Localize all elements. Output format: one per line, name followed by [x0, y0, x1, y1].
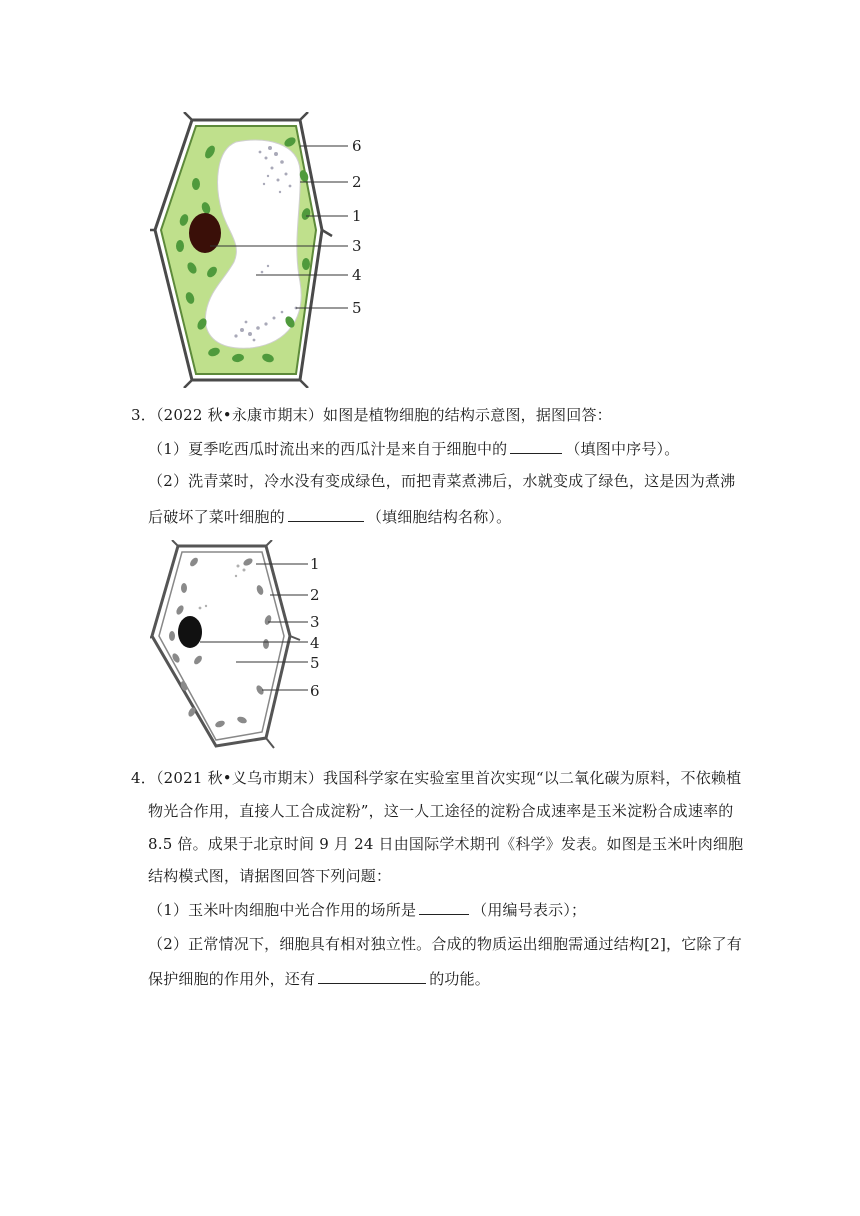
question-3-header: 3．（2022 秋•永康市期末）如图是植物细胞的结构示意图，据图回答：	[131, 406, 612, 424]
plant-cell-diagram-bw	[150, 540, 330, 750]
part-text: （1）玉米叶肉细胞中光合作用的场所是	[148, 901, 417, 919]
label-4: 4	[310, 634, 320, 652]
part-text: （用编号表示）；	[472, 901, 587, 919]
nucleus	[178, 616, 202, 648]
label-6: 6	[352, 137, 362, 155]
label-5: 5	[310, 654, 320, 672]
question-3-part-1	[148, 438, 679, 459]
question-4-line-1: 4．（2021 秋•义乌市期末）我国科学家在实验室里首次实现“以二氧化碳为原料，不依赖植	[131, 769, 742, 787]
label-1: 1	[352, 207, 362, 225]
answer-blank[interactable]	[318, 968, 426, 984]
label-3: 3	[310, 613, 320, 631]
question-4-part-2-line-1: （2）正常情况下，细胞具有相对独立性。合成的物质运出细胞需通过结构[2]，它除了有	[148, 935, 742, 953]
question-stem: 如图是植物细胞的结构示意图，据图回答：	[323, 406, 612, 424]
plant-cell-diagram-colored	[150, 112, 380, 388]
question-3-part-2-line-2	[148, 506, 511, 527]
question-4-line-4: 结构模式图，请据图回答下列问题：	[148, 867, 392, 885]
question-number: 4	[131, 769, 141, 787]
question-3-part-2-line-1: （2）洗青菜时，冷水没有变成绿色，而把青菜煮沸后，水就变成了绿色，这是因为煮沸	[148, 472, 736, 490]
part-text: 后破坏了菜叶细胞的	[148, 508, 285, 526]
label-3: 3	[352, 237, 362, 255]
label-4: 4	[352, 266, 362, 284]
label-2: 2	[310, 586, 320, 604]
nucleus	[189, 213, 221, 253]
label-6: 6	[310, 682, 320, 700]
label-5: 5	[352, 299, 362, 317]
question-number: 3	[131, 406, 141, 424]
part-text: （填细胞结构名称）。	[366, 508, 512, 526]
question-4-line-2: 物光合作用，直接人工合成淀粉”，这一人工途径的淀粉合成速率是玉米淀粉合成速率的	[148, 802, 734, 820]
part-text: 保护细胞的作用外，还有	[148, 970, 316, 988]
part-text: （填图中序号）。	[565, 440, 680, 458]
label-2: 2	[352, 173, 362, 191]
answer-blank[interactable]	[419, 899, 469, 915]
question-text: （2021 秋•义乌市期末）我国科学家在实验室里首次实现“以二氧化碳为原料，不依赖植	[155, 769, 742, 787]
question-source: （2022 秋•永康市期末）	[155, 406, 324, 424]
answer-blank[interactable]	[510, 438, 562, 454]
part-text: 的功能。	[429, 970, 491, 988]
label-1: 1	[310, 555, 320, 573]
question-4-part-2-line-2	[148, 968, 490, 989]
question-4-part-1	[148, 899, 586, 920]
part-text: （1）夏季吃西瓜时流出来的西瓜汁是来自于细胞中的	[148, 440, 508, 458]
answer-blank[interactable]	[288, 506, 364, 522]
question-4-line-3: 8.5 倍。成果于北京时间 9 月 24 日由国际学术期刊《科学》发表。如图是玉米叶肉细胞	[148, 835, 744, 853]
